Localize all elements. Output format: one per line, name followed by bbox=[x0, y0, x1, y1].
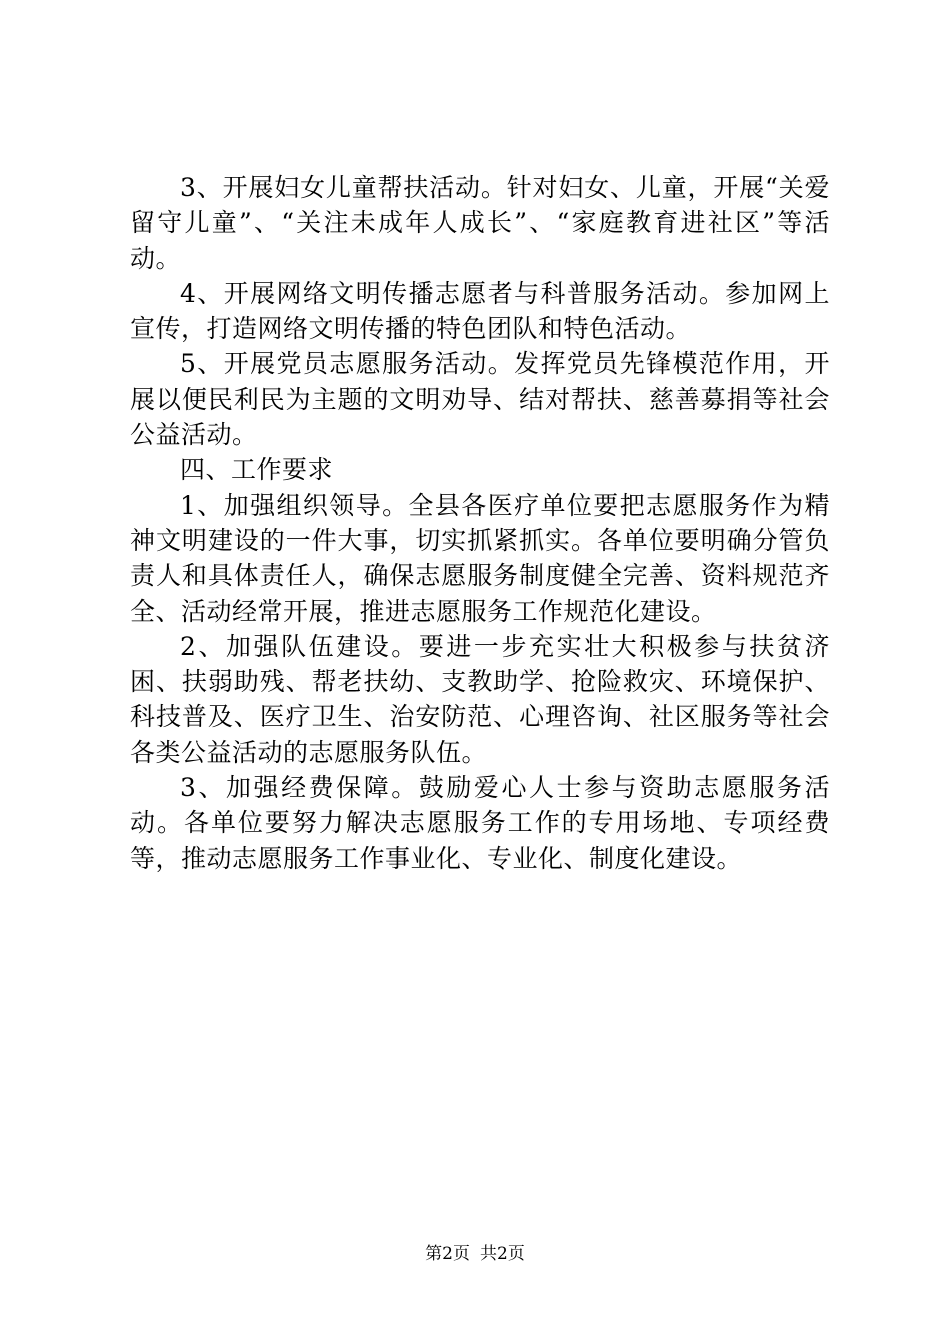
document-body bbox=[130, 170, 830, 876]
paragraph-item-3: 3、开展妇女儿童帮扶活动。针对妇女、儿童，开展“关爱留守儿童”、“关注未成年人成长”、“家庭教育进社区”等活动。 bbox=[130, 173, 830, 273]
paragraph-item-5: 5、开展党员志愿服务活动。发挥党员先锋模范作用，开展以便民利民为主题的文明劝导、结对帮扶、慈善募捐等社会公益活动。 bbox=[130, 349, 830, 450]
page-total: 共2页 bbox=[480, 1244, 525, 1264]
paragraph-requirement-3: 3、加强经费保障。鼓励爱心人士参与资助志愿服务活动。各单位要努力解决志愿服务工作的专用场地、专项经费等，推动志愿服务工作事业化、专业化、制度化建设。 bbox=[130, 773, 830, 873]
page-number: 第2页 bbox=[425, 1244, 470, 1264]
paragraph-requirement-1: 1、加强组织领导。全县各医疗单位要把志愿服务作为精神文明建设的一件大事，切实抓紧抓实。各单位要明确分管负责人和具体责任人，确保志愿服务制度健全完善、资料规范齐全、活动经常开展，推进志愿服务工作规范化建设。 bbox=[130, 490, 830, 626]
page-footer bbox=[0, 1243, 950, 1265]
paragraph-item-4: 4、开展网络文明传播志愿者与科普服务活动。参加网上宣传，打造网络文明传播的特色团队和特色活动。 bbox=[130, 278, 830, 344]
paragraph-requirement-2: 2、加强队伍建设。要进一步充实壮大积极参与扶贫济困、扶弱助残、帮老扶幼、支教助学、抢险救灾、环境保护、科技普及、医疗卫生、治安防范、心理咨询、社区服务等社会各类公益活动的志愿服务队伍。 bbox=[130, 631, 830, 767]
section-heading-work-requirements: 四、工作要求 bbox=[180, 455, 334, 485]
